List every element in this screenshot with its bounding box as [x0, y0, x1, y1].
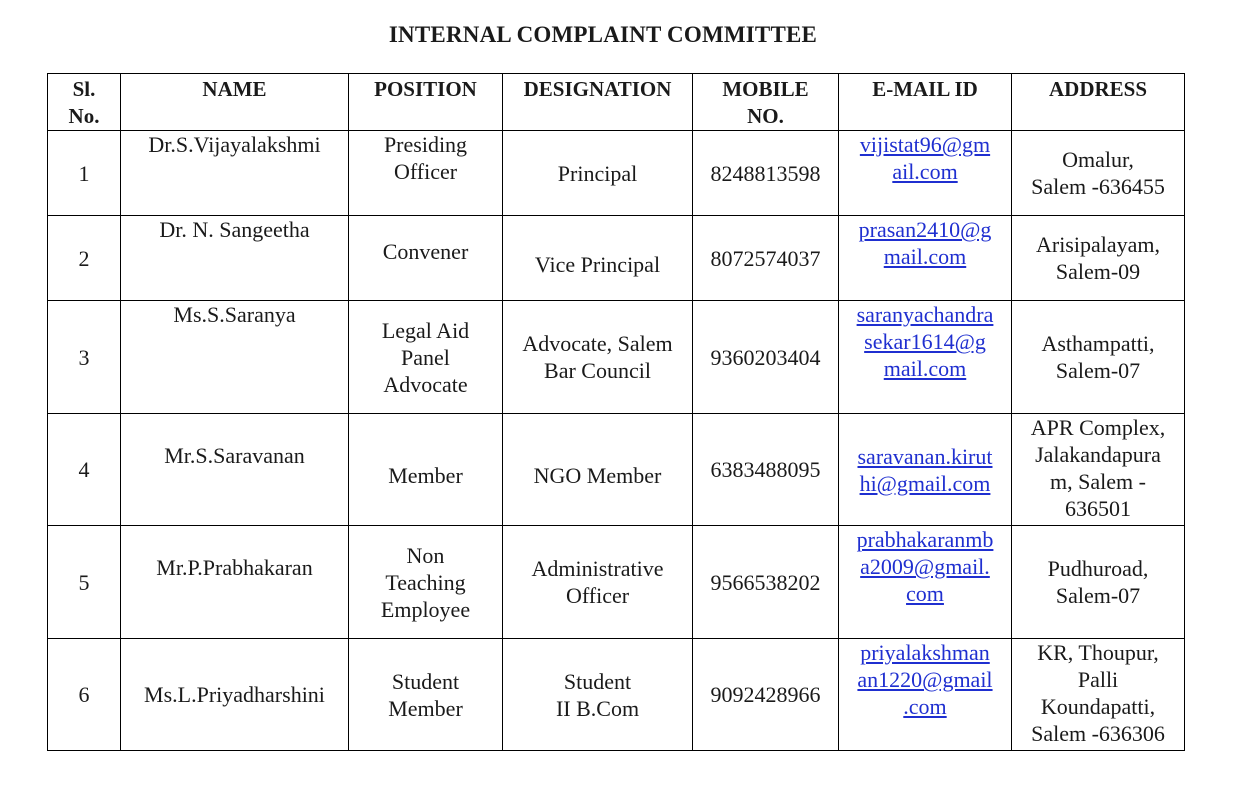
table-row: [48, 639, 1185, 751]
cell-position: Non Teaching Employee: [349, 526, 503, 639]
cell-name: Ms.L.Priyadharshini: [121, 639, 349, 751]
cell-mobile: 8248813598: [693, 131, 839, 216]
table-row: [48, 216, 1185, 301]
email-link[interactable]: vijistat96@gm ail.com: [839, 131, 1012, 216]
email-link[interactable]: priyalakshman an1220@gmail .com: [839, 639, 1012, 751]
cell-position: Presiding Officer: [349, 131, 503, 216]
cell-designation: NGO Member: [503, 414, 693, 526]
cell-position: Convener: [349, 216, 503, 301]
table-row: [48, 414, 1185, 526]
cell-mobile: 9092428966: [693, 639, 839, 751]
header-position: POSITION: [349, 74, 503, 131]
cell-address: Arisipalayam, Salem-09: [1012, 216, 1185, 301]
header-mobile: MOBILE NO.: [693, 74, 839, 131]
table-row: [48, 526, 1185, 639]
cell-position: Member: [349, 414, 503, 526]
cell-sl: 6: [48, 639, 121, 751]
cell-name: Dr.S.Vijayalakshmi: [121, 131, 349, 216]
header-sl-no: Sl. No.: [48, 74, 121, 131]
email-link[interactable]: prabhakaranmb a2009@gmail. com: [839, 526, 1012, 639]
cell-designation: Advocate, Salem Bar Council: [503, 301, 693, 414]
cell-designation: Vice Principal: [503, 216, 693, 301]
header-row: [48, 74, 1185, 131]
page-title: INTERNAL COMPLAINT COMMITTEE: [388, 22, 818, 47]
header-name: NAME: [121, 74, 349, 131]
cell-address: APR Complex, Jalakandapura m, Salem - 636501: [1012, 414, 1185, 526]
table-row: [48, 301, 1185, 414]
cell-mobile: 9566538202: [693, 526, 839, 639]
cell-designation: Administrative Officer: [503, 526, 693, 639]
cell-position: Student Member: [349, 639, 503, 751]
cell-mobile: 8072574037: [693, 216, 839, 301]
cell-sl: 2: [48, 216, 121, 301]
cell-sl: 1: [48, 131, 121, 216]
cell-address: Omalur, Salem -636455: [1012, 131, 1185, 216]
cell-name: Mr.P.Prabhakaran: [121, 526, 349, 639]
email-link[interactable]: prasan2410@g mail.com: [839, 216, 1012, 301]
cell-position: Legal Aid Panel Advocate: [349, 301, 503, 414]
header-address: ADDRESS: [1012, 74, 1185, 131]
cell-designation: Student II B.Com: [503, 639, 693, 751]
table-row: [48, 131, 1185, 216]
cell-address: KR, Thoupur, Palli Koundapatti, Salem -636306: [1012, 639, 1185, 751]
header-designation: DESIGNATION: [503, 74, 693, 131]
cell-sl: 4: [48, 414, 121, 526]
cell-mobile: 6383488095: [693, 414, 839, 526]
header-email: E-MAIL ID: [839, 74, 1012, 131]
email-link[interactable]: saravanan.kirut hi@gmail.com: [839, 414, 1012, 526]
cell-mobile: 9360203404: [693, 301, 839, 414]
committee-table: [47, 73, 1185, 751]
cell-address: Asthampatti, Salem-07: [1012, 301, 1185, 414]
email-link[interactable]: saranyachandra sekar1614@g mail.com: [839, 301, 1012, 414]
cell-name: Ms.S.Saranya: [121, 301, 349, 414]
cell-sl: 3: [48, 301, 121, 414]
cell-sl: 5: [48, 526, 121, 639]
cell-address: Pudhuroad, Salem-07: [1012, 526, 1185, 639]
cell-designation: Principal: [503, 131, 693, 216]
cell-name: Mr.S.Saravanan: [121, 414, 349, 526]
cell-name: Dr. N. Sangeetha: [121, 216, 349, 301]
